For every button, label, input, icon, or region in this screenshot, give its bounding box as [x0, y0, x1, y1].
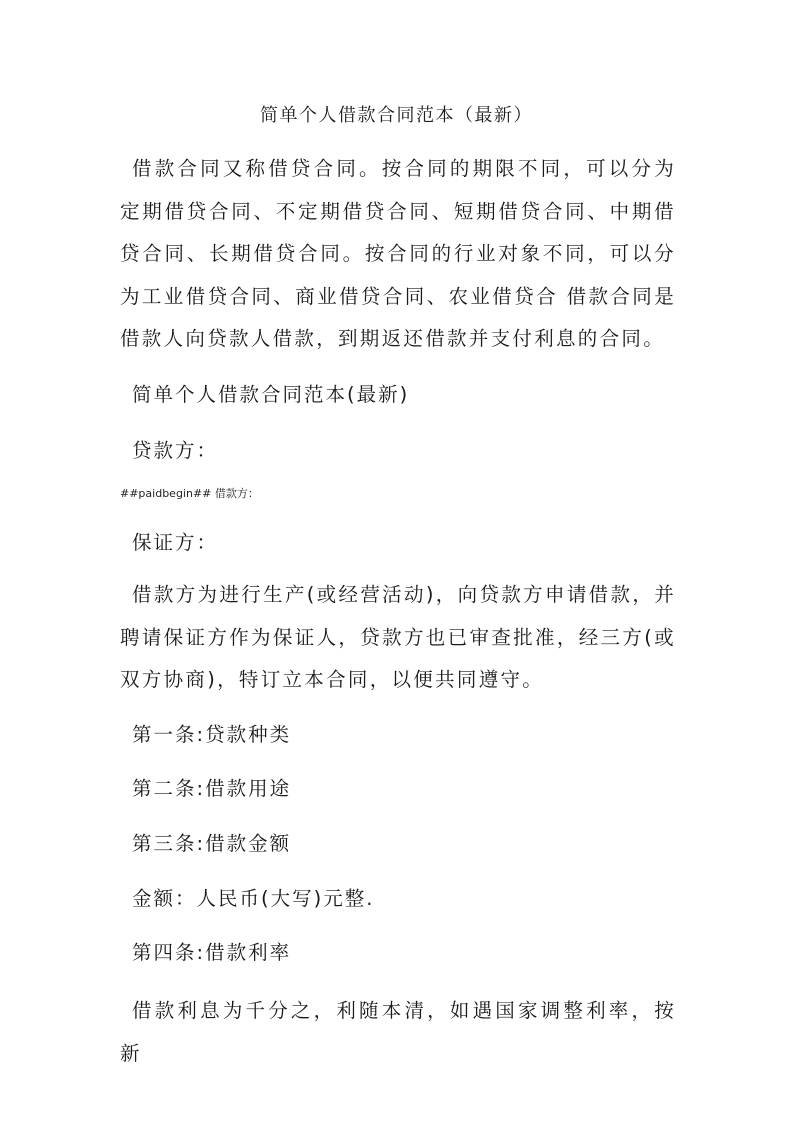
article-3-heading: 第三条:借款金额 [132, 832, 292, 855]
article-4-heading: 第四条:借款利率 [132, 941, 292, 964]
guarantor-line: 保证方： [132, 531, 219, 554]
intro-paragraph: 借款合同又称借贷合同。按合同的期限不同，可以分为定期借贷合同、不定期借贷合同、短期借贷合同、中期借贷合同、长期借贷合同。按合同的行业对象不同，可以分为工业借贷合同、商业借贷合同、农业借贷合 借款合同是借款人向贷款人借款，到期返还借款并支付利息的合同。 [120, 157, 676, 350]
amount-line: 金额：人民币(大写)元整. [132, 887, 375, 910]
preamble-paragraph: 借款方为进行生产(或经营活动)，向贷款方申请借款，并聘请保证方作为保证人，贷款方也已审查批准，经三方(或双方协商)，特订立本合同，以便共同遵守。 [120, 583, 676, 691]
article-1-heading: 第一条:贷款种类 [132, 723, 292, 746]
lender-line: 贷款方： [132, 439, 219, 462]
interest-paragraph: 借款利息为千分之，利随本清，如遇国家调整利率，按新 [120, 999, 676, 1065]
document-title: 简单个人借款合同范本（最新） [260, 105, 533, 126]
article-2-heading: 第二条:借款用途 [132, 777, 292, 800]
subtitle-line: 简单个人借款合同范本(最新) [132, 383, 410, 406]
paid-marker-line: ##paidbegin## 借款方： [120, 487, 259, 500]
